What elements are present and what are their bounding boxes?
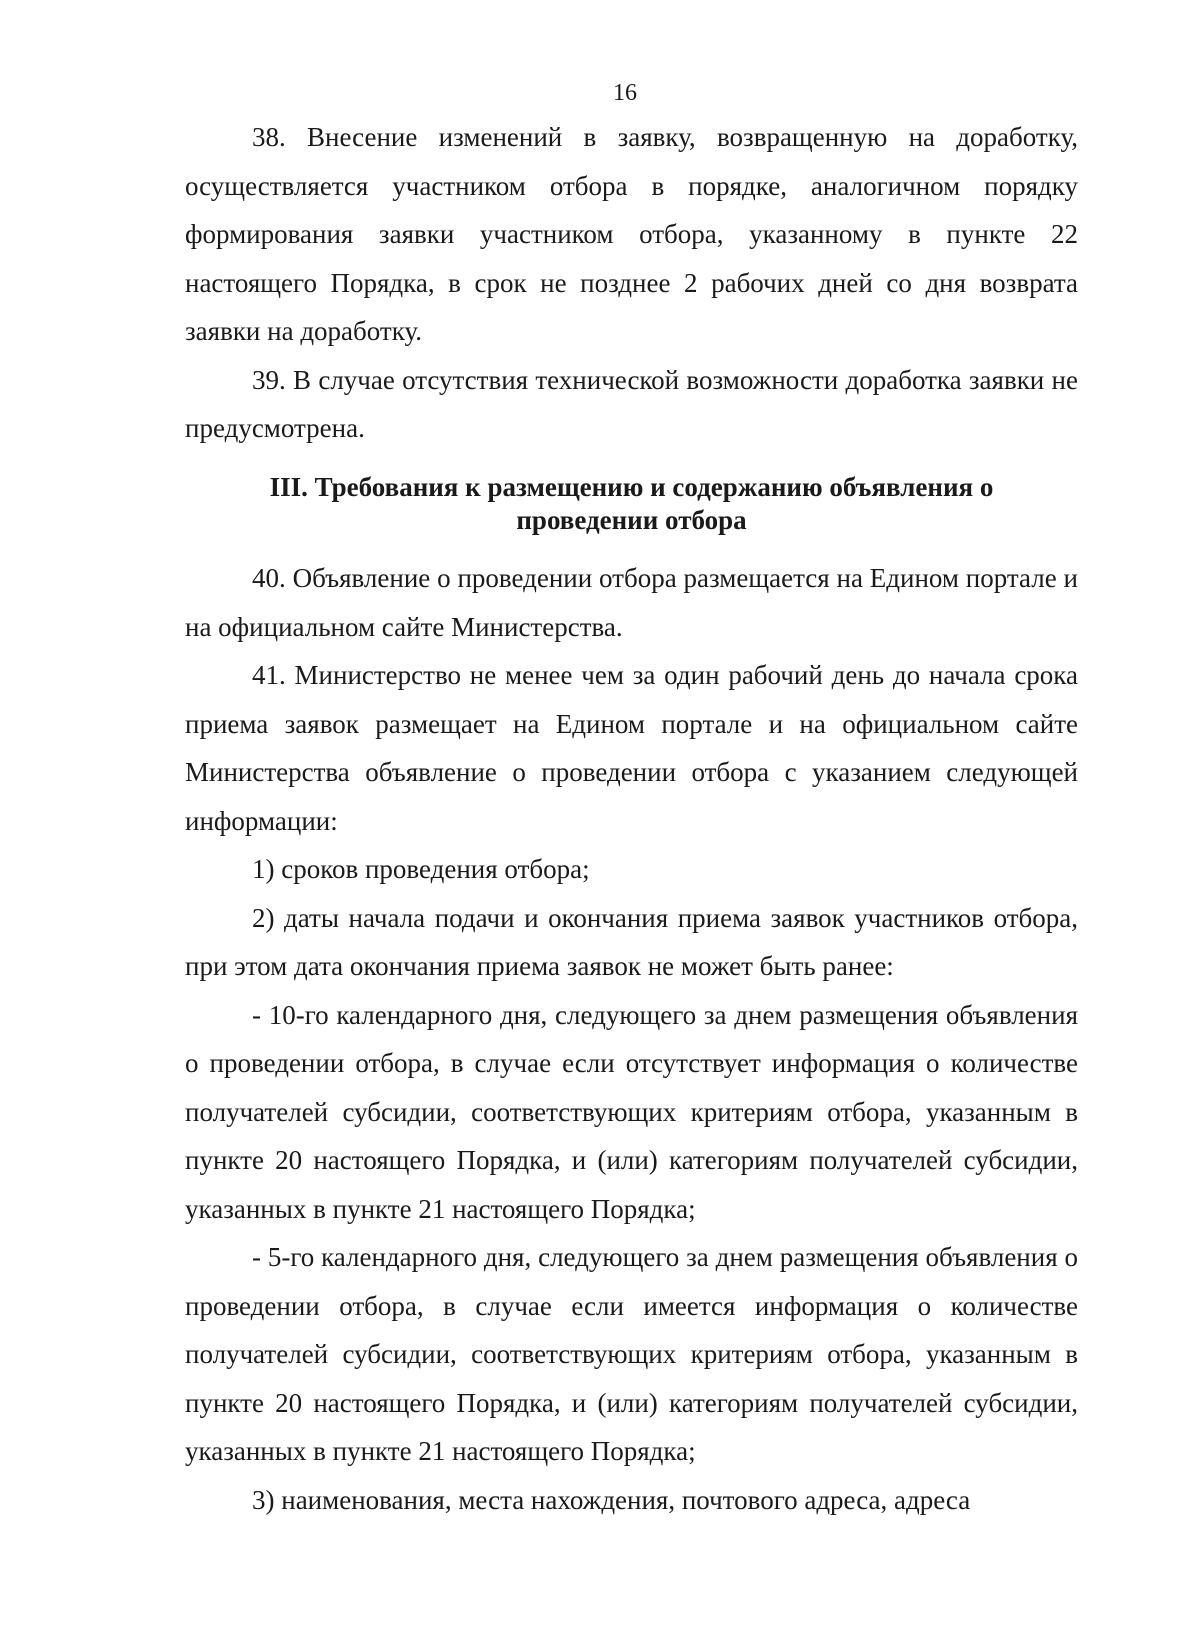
paragraph-38: 38. Внесение изменений в заявку, возвращенную на доработку, осуществляется участником отбора в порядке, аналогичном порядку формирования заявки участником отбора, указанному в пункте 22 настоящего Порядка, в срок не позднее 2 рабочих дней со дня возврата заявки на доработку. xyxy=(185,122,1078,346)
list-item-1: 1) сроков проведения отбора; xyxy=(252,854,590,884)
paragraph-39: 39. В случае отсутствия технической возможности доработка заявки не предусмотрена. xyxy=(185,364,1078,443)
list-item-3: 3) наименования, места нахождения, почтового адреса, адреса xyxy=(252,1484,971,1515)
paragraph-40: 40. Объявление о проведении отбора размещается на Едином портале и на официальном сайте Министерства. xyxy=(185,563,1078,642)
sub-item-10-day: - 10-го календарного дня, следующего за днем размещения объявления о проведении отбора, в случае если отсутствует информация о количестве получателей субсидии, соответствующих критериям отбора, указанным в пункте 20 настоящего Порядка, и (или) категориям получателей субсидии, указанных в пункте 21 настоящего Порядка; xyxy=(185,999,1078,1224)
section-heading-line2: проведении отбора xyxy=(516,505,747,535)
section-heading xyxy=(185,471,1078,537)
paragraph-41: 41. Министерство не менее чем за один рабочий день до начала срока приема заявок размещает на Едином портале и на официальном сайте Министерства объявление о проведении отбора с указанием следующей информации: xyxy=(185,660,1078,836)
sub-item-5-day: - 5-го календарного дня, следующего за днем размещения объявления о проведении отбора, в случае если имеется информация о количестве получателей субсидии, соответствующих критериям отбора, указанным в пункте 20 настоящего Порядка, и (или) категориям получателей субсидии, указанных в пункте 21 настоящего Порядка; xyxy=(185,1242,1078,1466)
section-heading-line1: III. Требования к размещению и содержанию объявления о xyxy=(269,472,994,502)
body-text-bottom xyxy=(185,554,1078,1524)
list-item-2: 2) даты начала подачи и окончания приема заявок участников отбора, при этом дата окончания приема заявок не может быть ранее: xyxy=(185,902,1078,981)
page-number: 16 xyxy=(613,80,637,106)
body-text-top xyxy=(185,113,1078,453)
